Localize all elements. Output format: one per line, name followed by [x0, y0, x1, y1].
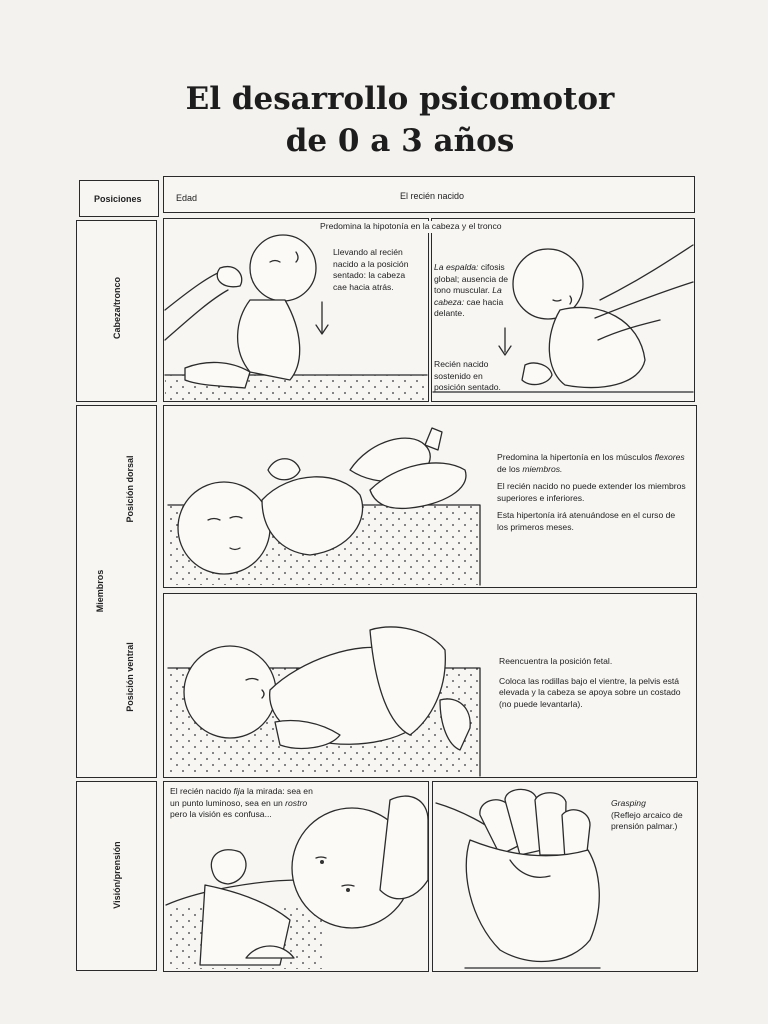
grasping-hand-illustration	[436, 789, 600, 968]
caption-vision-left	[170, 786, 320, 821]
header-edad: Edad	[176, 193, 198, 203]
label-posicion-ventral: Posición ventral	[125, 642, 135, 712]
baby-ventral-illustration	[168, 627, 480, 776]
caption-grasping	[611, 798, 689, 833]
caption-espalda-label: La espalda:	[434, 262, 479, 272]
title-line-1: El desarrollo psicomotor	[185, 81, 615, 117]
ventral-p1: Reencuentra la posición fetal.	[499, 656, 613, 666]
baby-vision-illustration	[166, 796, 428, 969]
dorsal-p1	[497, 452, 687, 475]
vision-left-post: pero la visión es confusa...	[170, 809, 272, 819]
dorsal-p1-italic2: miembros.	[522, 463, 563, 474]
vision-left-mid: la mirada: sea en un punto luminoso, sea en un	[170, 786, 313, 808]
vision-left-pre: El recién nacido	[170, 786, 232, 796]
dorsal-p1-italic: flexores	[654, 452, 685, 462]
grasping-title: Grasping	[611, 798, 646, 808]
label-vision-prension: Visión/prensión	[112, 841, 122, 909]
baby-dorsal-illustration	[168, 428, 480, 585]
dorsal-p1-pre: Predomina la hipertonía en los músculos	[497, 452, 653, 462]
header-posiciones: Posiciones	[94, 194, 142, 204]
grasping-text: (Reflejo arcaico de prensión palmar.)	[611, 809, 683, 831]
caption-espalda-text: cifosis global; ausencia de tono muscular.	[434, 262, 509, 295]
title-line-2: de 0 a 3 años	[285, 123, 515, 159]
label-miembros: Miembros	[95, 569, 105, 613]
label-cabeza-tronco: Cabeza/tronco	[112, 277, 122, 340]
caption-cabeza-label: La cabeza:	[434, 285, 502, 307]
ventral-p2: Coloca las rodillas bajo el vientre, la pelvis está elevada y la cabeza se apoya sobre un costado (no puede levantarla).	[499, 675, 681, 709]
dorsal-p3: Esta hipertonía irá atenuándose en el curso de los primeros meses.	[497, 510, 676, 532]
header-recien-nacido: El recién nacido	[400, 191, 465, 201]
dorsal-p2: El recién nacido no puede extender los miembros superiores e inferiores.	[497, 481, 686, 503]
caption-cabeza-text: cae hacia delante.	[434, 296, 504, 318]
caption-cabeza-left: Llevando al recién nacido a la posición sentado: la cabeza cae hacia atrás.	[333, 247, 409, 292]
caption-ventral	[499, 656, 693, 710]
vision-left-rostro: rostro	[285, 797, 308, 808]
vision-left-fija: fija	[233, 786, 245, 796]
caption-cabeza-right-top	[434, 262, 516, 320]
banner-hipotonia: Predomina la hipotonía en la cabeza y el tronco	[318, 221, 582, 233]
caption-dorsal	[497, 452, 687, 533]
caption-cabeza-right-bottom: Recién nacido sostenido en posición sentado.	[434, 359, 501, 392]
label-posicion-dorsal: Posición dorsal	[125, 455, 135, 523]
dorsal-p1-mid: de los	[497, 463, 520, 474]
